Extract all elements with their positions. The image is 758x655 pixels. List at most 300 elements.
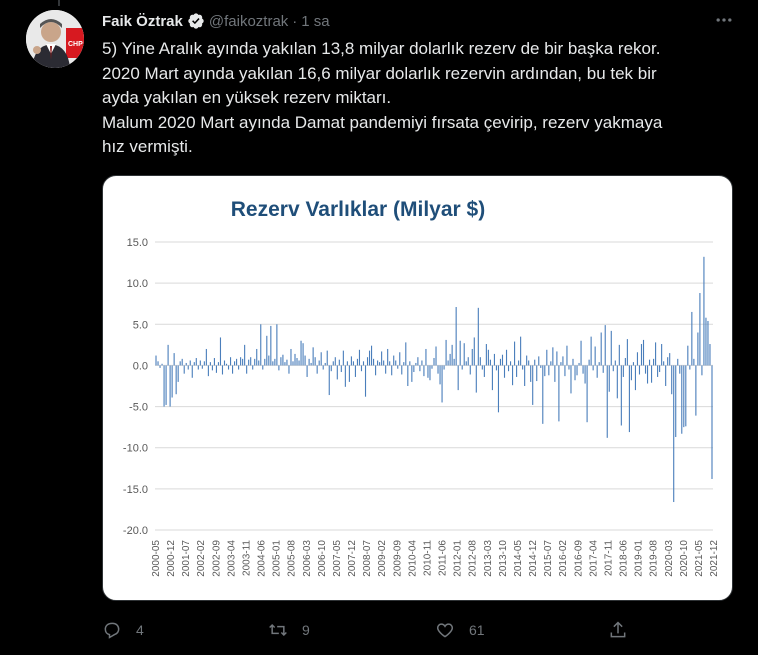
share-icon <box>608 620 628 640</box>
chart-bar <box>693 359 694 366</box>
chart-bar <box>657 365 658 377</box>
tweet-actions <box>102 615 732 645</box>
chart-bar <box>222 365 223 374</box>
chart-bar <box>466 361 467 365</box>
chart-bar <box>232 365 233 373</box>
chart-bar <box>375 365 376 375</box>
retweet-count: 9 <box>302 622 310 638</box>
chart-bar <box>298 360 299 365</box>
chart-bar <box>595 347 596 366</box>
chart-bar <box>530 365 531 381</box>
y-tick-label: -20.0 <box>122 525 148 537</box>
chart-bar <box>373 359 374 366</box>
chart-bar <box>548 365 549 375</box>
y-tick-label: -15.0 <box>122 483 148 496</box>
chart-bar <box>456 307 457 365</box>
x-tick-label: 2003-11 <box>241 540 253 576</box>
chart-bar <box>174 353 175 365</box>
chart-bar <box>321 352 322 365</box>
separator-dot: · <box>292 12 298 30</box>
chart-bar <box>512 365 513 385</box>
chart-bar <box>357 359 358 366</box>
chart-bar <box>234 361 235 365</box>
chart-bar <box>645 365 646 373</box>
chart-bar <box>359 350 360 366</box>
chart-bar <box>454 359 455 366</box>
tweet-media-image[interactable] <box>102 175 733 601</box>
chart-bar <box>371 346 372 366</box>
chart-bar <box>641 344 642 365</box>
chart-bar <box>677 359 678 366</box>
chart-bar <box>647 365 648 383</box>
x-tick-label: 2006-03 <box>301 540 313 577</box>
chart-bar <box>566 346 567 366</box>
chart-bar <box>665 365 666 386</box>
chart-bar <box>502 355 503 366</box>
x-tick-label: 2014-12 <box>528 540 540 577</box>
chart-bar <box>476 365 477 392</box>
chart-bar <box>478 308 479 366</box>
like-count: 61 <box>469 622 485 638</box>
chart-bar <box>415 363 416 365</box>
chart-bar <box>389 361 390 365</box>
chart-bar <box>500 359 501 366</box>
chart-bar <box>568 365 569 369</box>
chart-bar <box>258 360 259 365</box>
x-tick-label: 2015-07 <box>543 540 555 577</box>
chart-bar <box>564 365 565 376</box>
chart-bar <box>649 360 650 366</box>
chart-bar <box>274 359 275 366</box>
x-tick-label: 2002-02 <box>196 540 208 577</box>
chart-bar <box>363 361 364 365</box>
chart-bar <box>292 361 293 365</box>
chart-bar <box>395 360 396 365</box>
x-tick-label: 2019-01 <box>633 540 645 577</box>
chart-bar <box>607 365 608 437</box>
chart-bar <box>419 365 420 371</box>
chart-bar <box>570 365 571 393</box>
chart-bar <box>421 360 422 365</box>
x-tick-label: 2012-01 <box>452 540 464 577</box>
x-tick-label: 2013-03 <box>482 540 494 577</box>
x-tick-label: 2014-05 <box>512 540 524 577</box>
chart-bar <box>290 349 291 365</box>
retweet-icon <box>268 620 288 640</box>
chart-bar <box>311 363 312 365</box>
chart-bar <box>689 365 690 369</box>
chart-bar <box>546 350 547 366</box>
chart-bar <box>188 365 189 369</box>
chart-bar <box>637 352 638 365</box>
chart-bar <box>591 337 592 366</box>
chart-bar <box>597 365 598 377</box>
chart-bar <box>176 365 177 394</box>
chart-bar <box>349 365 350 381</box>
chart-bar <box>240 357 241 365</box>
chart-bar <box>520 337 521 366</box>
chart-bar <box>490 360 491 366</box>
chart-bar <box>409 361 410 365</box>
chart-bar <box>679 365 680 373</box>
y-tick-label: 15.0 <box>126 237 148 249</box>
chart-bar <box>307 365 308 377</box>
chart-x-axis <box>151 540 720 577</box>
chart-bar <box>697 333 698 366</box>
chart-bar <box>278 365 279 370</box>
chart-bar <box>286 360 287 366</box>
chart-bar <box>429 365 430 380</box>
y-tick-label: -5.0 <box>129 401 148 414</box>
chart-bar <box>538 356 539 365</box>
chart-bar <box>709 344 710 365</box>
chart-bar <box>468 357 469 365</box>
chart-bar <box>254 359 255 366</box>
chart-bar <box>558 365 559 421</box>
chart-bar <box>339 360 340 366</box>
chart-bar <box>260 324 261 365</box>
chart-bar <box>157 361 158 365</box>
chart-bar <box>494 354 495 366</box>
chart-bar <box>403 362 404 365</box>
chart-bar <box>615 360 616 365</box>
chart-bar <box>268 356 269 366</box>
chart-bar <box>226 364 227 366</box>
chart-bar <box>450 354 451 366</box>
chart-bar <box>294 354 295 366</box>
chart-bar <box>401 365 402 374</box>
x-tick-label: 2000-12 <box>166 540 178 577</box>
chart-bar <box>208 365 209 376</box>
chart-bar <box>601 333 602 366</box>
chart-bar <box>365 365 366 396</box>
chart-bar <box>178 365 179 381</box>
chart-bar <box>581 341 582 366</box>
chart-bar <box>206 349 207 365</box>
chart-bar <box>554 365 555 381</box>
share-button[interactable] <box>608 615 628 645</box>
chart-bar <box>317 365 318 373</box>
chart-bar <box>444 365 445 369</box>
chart-bar <box>323 365 324 369</box>
chart-bar <box>214 358 215 365</box>
chart-bar <box>337 365 338 379</box>
retweet-button[interactable] <box>268 615 310 645</box>
chart-bar <box>486 344 487 365</box>
chart-bar <box>399 352 400 365</box>
chart-bar <box>603 365 604 372</box>
chart-bar <box>236 359 237 366</box>
chart-bar <box>345 365 346 386</box>
chart-bar <box>431 365 432 368</box>
chart-bar <box>397 365 398 368</box>
chart-bar <box>435 347 436 366</box>
chart-bar <box>204 361 205 365</box>
chart-bar <box>218 362 219 365</box>
chart-bar <box>599 362 600 365</box>
x-tick-label: 2018-06 <box>618 540 630 577</box>
more-dots-icon[interactable] <box>712 8 736 32</box>
chart-bar <box>605 325 606 365</box>
chart-bar <box>663 361 664 365</box>
x-tick-label: 2005-01 <box>271 540 283 577</box>
author-name[interactable]: Faik Öztrak <box>102 12 183 30</box>
chart-bar <box>544 365 545 376</box>
chart-bar <box>613 365 614 371</box>
chart-bar <box>333 361 334 365</box>
chart-bar <box>272 361 273 365</box>
x-tick-label: 2019-08 <box>648 540 660 577</box>
chart-bar <box>270 326 271 366</box>
chart-bar <box>526 356 527 366</box>
chart-bar <box>413 365 414 372</box>
chart-bar <box>159 365 160 367</box>
chart-y-axis <box>123 237 148 537</box>
chart-bar <box>319 360 320 365</box>
chart-bar <box>198 365 199 369</box>
avatar[interactable] <box>26 10 84 68</box>
chart-bar <box>629 365 630 432</box>
chart-bar <box>482 365 483 369</box>
chart-bar <box>186 363 187 365</box>
chart-bar <box>458 365 459 390</box>
chart-bar <box>168 345 169 366</box>
x-tick-label: 2016-09 <box>573 540 585 577</box>
tweet-header <box>102 10 330 32</box>
chart-bar <box>162 364 163 366</box>
chart-bar <box>155 356 156 366</box>
chart-bar <box>587 365 588 422</box>
avatar-badge-text: CHP <box>68 41 83 48</box>
chart-bar <box>379 362 380 365</box>
chart-bar <box>385 365 386 373</box>
chart-bar <box>355 365 356 377</box>
chart-bar <box>437 365 438 373</box>
chart-bar <box>701 365 702 375</box>
x-tick-label: 2009-09 <box>392 540 404 577</box>
chart-bar <box>496 365 497 370</box>
reply-button[interactable] <box>102 615 144 645</box>
chart-bar <box>683 365 684 427</box>
x-tick-label: 2006-10 <box>316 540 328 577</box>
y-tick-label: -10.0 <box>122 442 148 455</box>
chart-bar <box>673 365 674 502</box>
heart-icon <box>435 620 455 640</box>
chart-bar <box>216 365 217 372</box>
chart-bar <box>224 360 225 365</box>
chart-bar <box>244 345 245 366</box>
chart-bar <box>391 365 392 375</box>
chart-bar <box>367 357 368 365</box>
chart-bar <box>264 359 265 366</box>
chart-bar <box>262 365 263 369</box>
x-tick-label: 2020-03 <box>663 540 675 577</box>
chart-bar <box>309 359 310 366</box>
tweet-text-line: ayda yakılan en yüksek rezerv miktarı. <box>102 88 392 107</box>
chart-bar <box>407 365 408 386</box>
chart-bar <box>611 331 612 366</box>
x-tick-label: 2007-05 <box>331 540 343 577</box>
chart-bar <box>284 362 285 365</box>
chart-bar <box>506 350 507 366</box>
chart-bar <box>514 342 515 366</box>
x-tick-label: 2017-04 <box>588 540 600 577</box>
chart-bar <box>583 365 584 373</box>
chart-bar <box>695 365 696 415</box>
chart-bar <box>329 365 330 395</box>
chart-bar <box>498 365 499 412</box>
chart-bar <box>347 361 348 365</box>
chart-bar <box>508 365 509 371</box>
chart-bar <box>280 357 281 365</box>
x-tick-label: 2013-10 <box>497 540 509 577</box>
chart-bar <box>667 357 668 365</box>
x-tick-label: 2001-07 <box>181 540 193 577</box>
chart-bar <box>576 365 577 375</box>
chart-bar <box>532 365 533 405</box>
x-tick-label: 2020-10 <box>678 540 690 577</box>
chart-bar <box>252 365 253 369</box>
x-tick-label: 2003-04 <box>226 540 238 577</box>
chart-bar <box>172 365 173 397</box>
chart-bar <box>609 365 610 391</box>
chart-bar <box>681 365 682 433</box>
chart-bar <box>170 365 171 406</box>
tweet-text-line: hız vermişti. <box>102 137 193 156</box>
chart-bar <box>699 293 700 365</box>
chart-bar <box>578 363 579 365</box>
chart-bar <box>480 357 481 365</box>
chart-bar <box>462 365 463 369</box>
x-tick-label: 2012-08 <box>467 540 479 577</box>
author-handle[interactable]: @faikoztrak <box>208 12 289 30</box>
chart-bar <box>675 365 676 437</box>
chart-bar <box>593 365 594 370</box>
chart-bar <box>256 349 257 365</box>
chart-bar <box>202 365 203 368</box>
chart-bar <box>653 359 654 366</box>
reply-count: 4 <box>136 622 144 638</box>
chart-bar <box>313 347 314 365</box>
chart-bar <box>423 365 424 376</box>
chart-bar <box>427 365 428 377</box>
chart-bar <box>534 360 535 366</box>
reserve-chart <box>103 176 733 601</box>
chart-bar <box>518 360 519 365</box>
chart-bar <box>315 357 316 365</box>
chart-bar <box>300 341 301 366</box>
x-tick-label: 2010-11 <box>422 540 434 576</box>
chart-bar <box>669 353 670 365</box>
chart-bar <box>528 360 529 365</box>
chart-title: Rezerv Varlıklar (Milyar $) <box>230 198 486 221</box>
chart-bar <box>351 356 352 365</box>
chart-bar <box>550 361 551 365</box>
chart-bar <box>572 359 573 366</box>
chart-bar <box>687 346 688 366</box>
chart-bar <box>196 358 197 365</box>
chart-bar <box>448 360 449 365</box>
x-tick-label: 2017-11 <box>603 540 615 576</box>
chart-bar <box>166 365 167 405</box>
chart-bar <box>387 349 388 365</box>
chart-bar <box>705 318 706 366</box>
x-tick-label: 2009-02 <box>377 540 389 577</box>
chart-bar <box>220 337 221 365</box>
x-tick-label: 2021-12 <box>709 540 720 577</box>
chart-bar <box>524 365 525 386</box>
chart-bar <box>442 365 443 402</box>
chart-bar <box>194 362 195 365</box>
chart-bar <box>341 365 342 372</box>
chart-bar <box>488 350 489 366</box>
chart-bar <box>627 339 628 365</box>
avatar-image <box>26 10 84 68</box>
chart-bar <box>331 365 332 371</box>
chart-bar <box>623 365 624 377</box>
chart-bar <box>484 365 485 377</box>
x-tick-label: 2002-09 <box>211 540 223 577</box>
chart-bar <box>625 358 626 365</box>
tweet-text-line: 2020 Mart ayında yakılan 16,6 milyar dolarlık rezervin ardından, bu tek bir <box>102 63 657 83</box>
chart-bar <box>266 336 267 366</box>
chart-bar <box>617 365 618 398</box>
x-tick-label: 2005-08 <box>286 540 298 577</box>
chart-bar <box>238 365 239 369</box>
chart-bar <box>439 365 440 384</box>
chart-bar <box>585 365 586 383</box>
chart-bar <box>381 351 382 365</box>
x-tick-label: 2007-12 <box>347 540 359 577</box>
chart-bar <box>589 360 590 366</box>
chart-bar <box>393 356 394 366</box>
x-tick-label: 2010-04 <box>407 540 419 577</box>
chart-bar <box>446 340 447 366</box>
chart-bar <box>619 345 620 366</box>
chart-bar <box>470 365 471 374</box>
chart-bar <box>383 360 384 365</box>
chart-bar <box>288 365 289 373</box>
chart-bar <box>492 365 493 390</box>
chart-bar <box>707 321 708 365</box>
chart-bar <box>631 365 632 380</box>
chart-bar <box>182 359 183 366</box>
chart-bar <box>522 365 523 369</box>
tweet-timestamp[interactable]: 1 sa <box>301 12 330 30</box>
chart-bar <box>230 357 231 365</box>
chart-bar <box>460 341 461 366</box>
chart-bar <box>536 365 537 381</box>
chart-bar <box>405 342 406 365</box>
chart-bar <box>556 351 557 365</box>
x-tick-label: 2021-05 <box>693 540 705 577</box>
chart-bar <box>425 349 426 365</box>
chart-bar <box>164 365 165 406</box>
chart-bar <box>635 365 636 390</box>
chart-bar <box>325 363 326 365</box>
chart-bar <box>369 351 370 366</box>
chart-bar <box>639 365 640 374</box>
chart-bar <box>542 365 543 423</box>
chart-bar <box>303 343 304 365</box>
chart-bar <box>452 345 453 366</box>
chart-bar <box>655 342 656 365</box>
chart-bar <box>562 356 563 365</box>
chart-bar <box>242 359 243 366</box>
tweet-text-line: Malum 2020 Mart ayında Damat pandemiyi fırsata çevirip, rezerv yakmaya <box>102 112 663 132</box>
like-button[interactable] <box>435 615 485 645</box>
chart-bar <box>472 349 473 365</box>
